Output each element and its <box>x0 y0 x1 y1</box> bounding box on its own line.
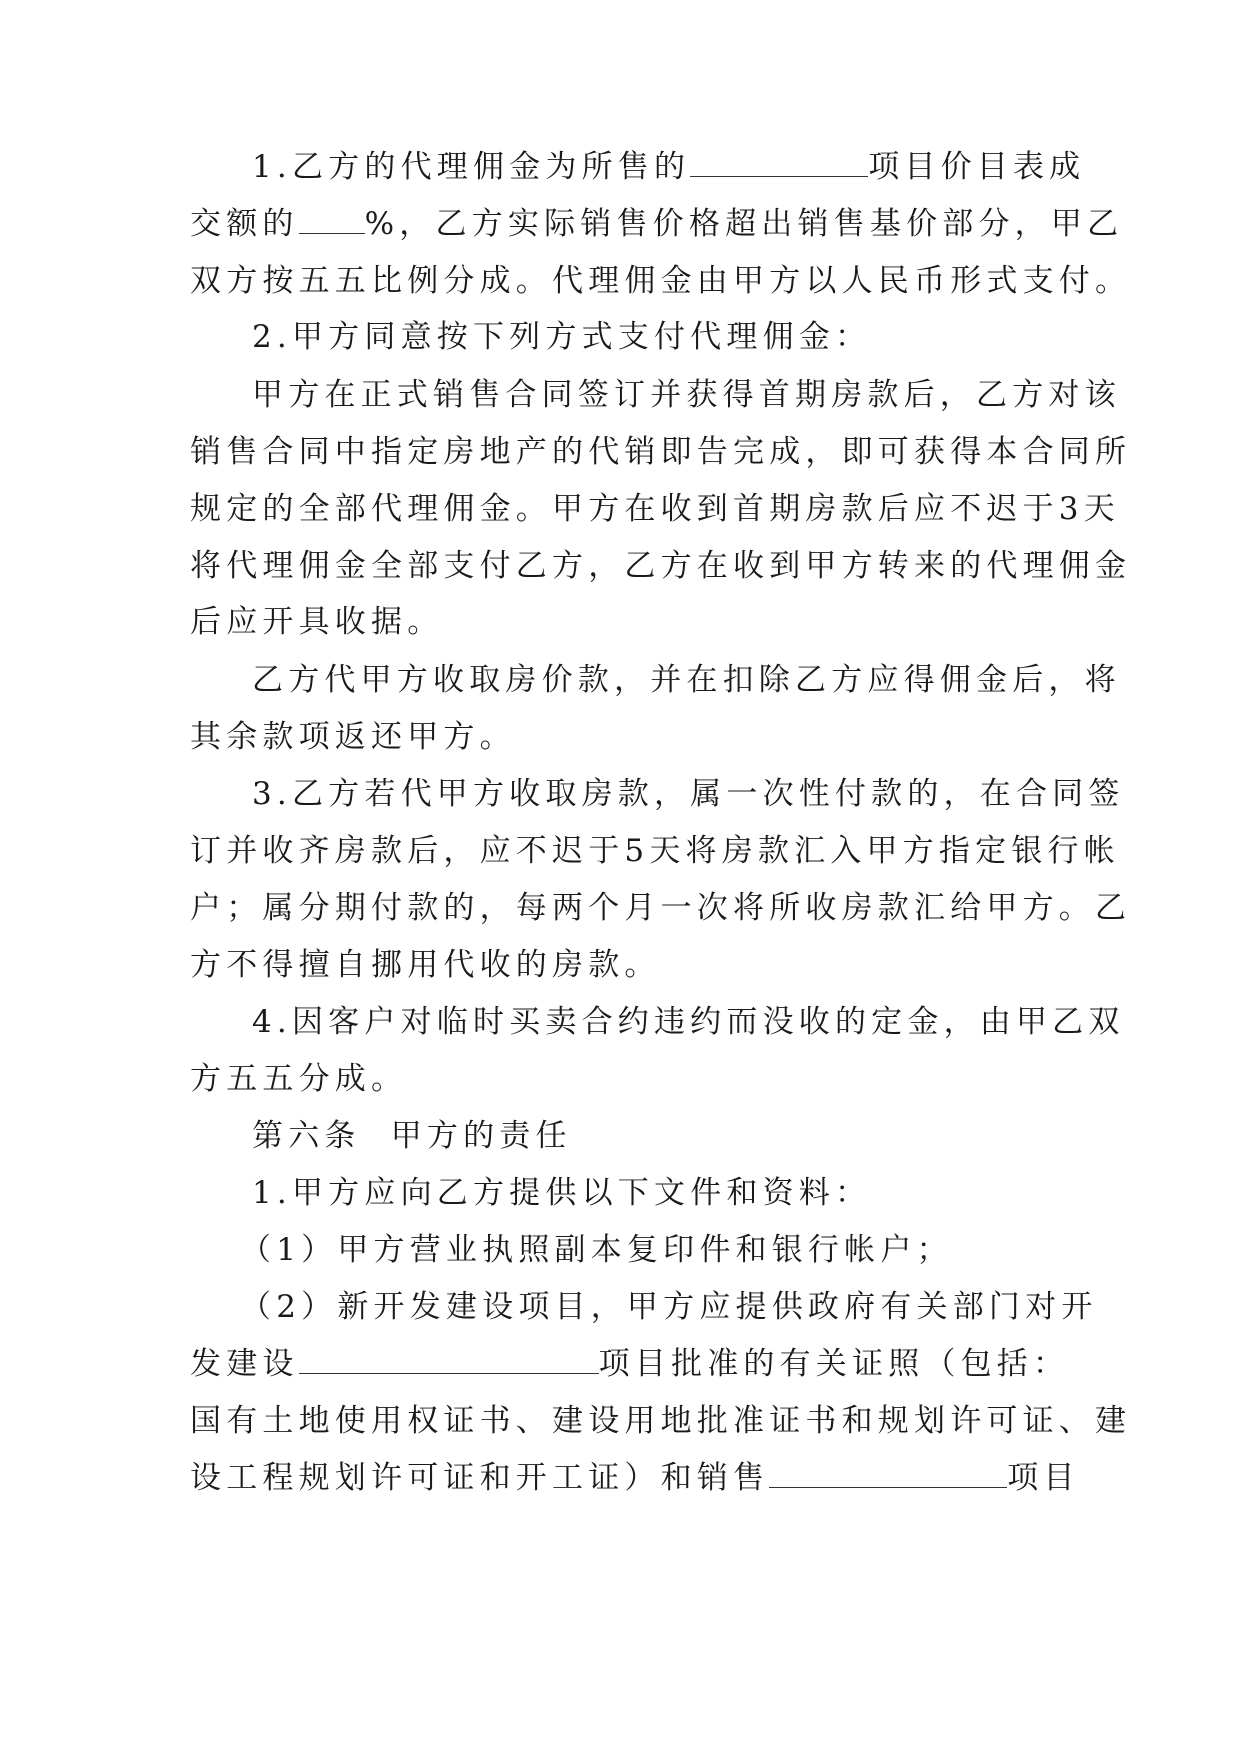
text-segment: 项目价目表成 <box>868 149 1086 185</box>
paragraph-line: 其余款项返还甲方。 <box>190 719 516 755</box>
paragraph-line: 乙方代甲方收取房价款，并在扣除乙方应得佣金后，将 <box>252 662 1121 698</box>
fill-in-blank <box>299 1347 599 1374</box>
paragraph-line: 后应开具收据。 <box>190 604 444 640</box>
paragraph-line: 4.因客户对临时买卖合约违约而没收的定金，由甲乙双 <box>252 1004 1125 1040</box>
paragraph-line: 双方按五五比例分成。代理佣金由甲方以人民币形式支付。 <box>190 263 1132 299</box>
text-segment: 1.乙方的代理佣金为所售的 <box>252 149 691 185</box>
fill-in-blank <box>690 150 868 177</box>
section-heading: 第六条 甲方的责任 <box>252 1118 572 1154</box>
sales-clause-line <box>190 1446 1080 1510</box>
approval-clause-line <box>190 1332 1070 1396</box>
paragraph-line: 2.甲方同意按下列方式支付代理佣金： <box>252 319 872 355</box>
text-segment: 交额的 <box>190 206 299 242</box>
paragraph-line: 将代理佣金全部支付乙方，乙方在收到甲方转来的代理佣金 <box>190 548 1132 584</box>
text-segment: %，乙方实际销售价格超出销售基价部分，甲乙 <box>364 206 1124 242</box>
list-item-line: （2）新开发建设项目，甲方应提供政府有关部门对开 <box>240 1289 1098 1325</box>
paragraph-line: 方不得擅自挪用代收的房款。 <box>190 947 661 983</box>
commission-clause-line-1 <box>252 135 1086 199</box>
paragraph-line: 规定的全部代理佣金。甲方在收到首期房款后应不迟于3天 <box>190 491 1120 527</box>
text-segment: 设工程规划许可证和开工证）和销售 <box>190 1460 770 1496</box>
commission-clause-line-2 <box>190 192 1124 256</box>
text-segment: 项目批准的有关证照（包括： <box>598 1346 1070 1382</box>
paragraph-line: 甲方在正式销售合同签订并获得首期房款后，乙方对该 <box>252 377 1121 413</box>
paragraph-line: 1.甲方应向乙方提供以下文件和资料： <box>252 1175 872 1211</box>
text-segment: 发建设 <box>190 1346 299 1382</box>
paragraph-line: 户；属分期付款的，每两个月一次将所收房款汇给甲方。乙 <box>190 890 1132 926</box>
fill-in-blank <box>769 1461 1007 1488</box>
fill-in-blank <box>299 207 365 234</box>
list-item-line: （1）甲方营业执照副本复印件和银行帐户； <box>240 1232 953 1268</box>
paragraph-line: 订并收齐房款后，应不迟于5天将房款汇入甲方指定银行帐 <box>190 833 1120 869</box>
paragraph-line: 方五五分成。 <box>190 1061 408 1097</box>
paragraph-line: 国有土地使用权证书、建设用地批准证书和规划许可证、建 <box>190 1403 1132 1439</box>
text-segment: 项目 <box>1007 1460 1080 1496</box>
paragraph-line: 3.乙方若代甲方收取房款，属一次性付款的，在合同签 <box>252 776 1125 812</box>
paragraph-line: 销售合同中指定房地产的代销即告完成，即可获得本合同所 <box>190 434 1132 470</box>
